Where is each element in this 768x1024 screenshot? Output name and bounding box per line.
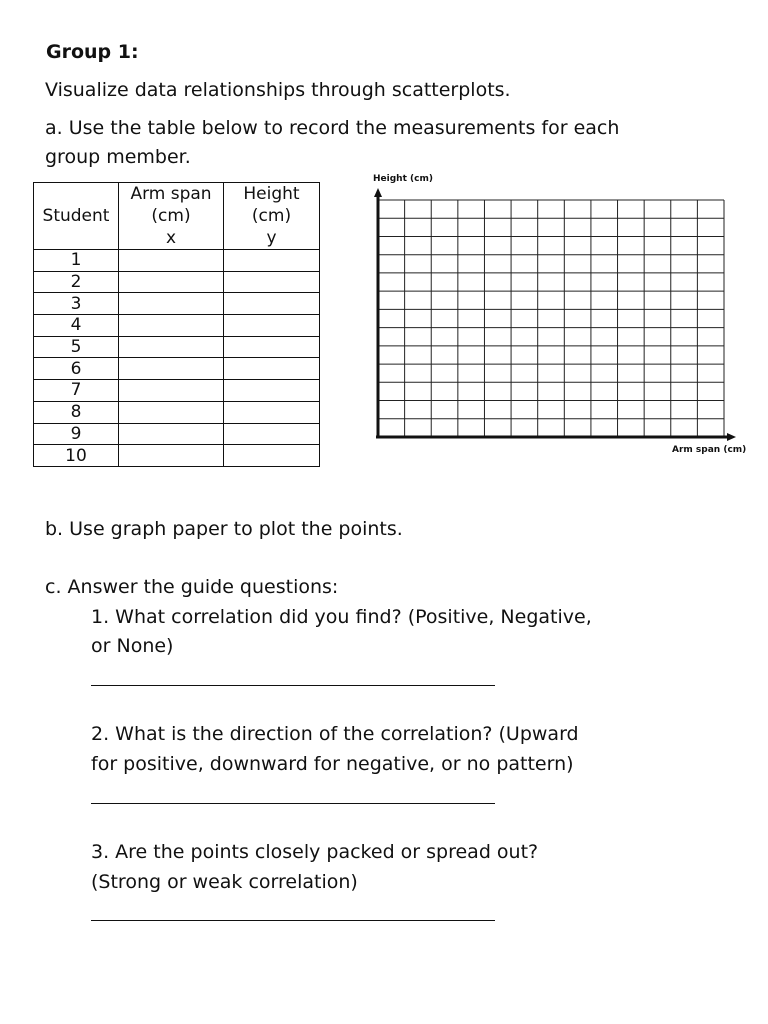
height-cell[interactable] [224,445,320,467]
graph-paper [368,186,740,446]
arm-span-cell[interactable] [119,271,224,293]
question-2-line-1: 2. What is the direction of the correlation? (Upward [91,723,579,745]
student-number-cell: 4 [34,315,119,337]
header-line: Arm span [130,184,212,204]
group-heading: Group 1: [46,41,139,63]
header-line: Height [243,184,300,204]
table-row [34,423,320,445]
height-cell[interactable] [224,315,320,337]
question-2-line-2: for positive, downward for negative, or no pattern) [91,753,574,775]
arm-span-cell[interactable] [119,336,224,358]
student-number-cell: 8 [34,401,119,423]
student-number-cell: 6 [34,358,119,380]
table-row [34,293,320,315]
arm-span-cell[interactable] [119,293,224,315]
grid-lines [378,200,724,437]
question-1-line-1: 1. What correlation did you find? (Positive, Negative, [91,606,592,628]
height-cell[interactable] [224,423,320,445]
part-b-text: b. Use graph paper to plot the points. [45,518,403,540]
header-line: Student [42,206,110,226]
arm-span-cell[interactable] [119,423,224,445]
student-number-cell: 1 [34,250,119,272]
header-arm-span [119,183,224,250]
arm-span-cell[interactable] [119,445,224,467]
part-a-line-1: a. Use the table below to record the measurements for each [45,117,620,139]
header-line: (cm) [251,206,292,226]
table-row [34,358,320,380]
table-row [34,380,320,402]
table-header-row [34,183,320,250]
student-number-cell: 9 [34,423,119,445]
table-row [34,336,320,358]
arm-span-cell[interactable] [119,380,224,402]
table-row [34,401,320,423]
height-cell[interactable] [224,401,320,423]
student-number-cell: 2 [34,271,119,293]
height-cell[interactable] [224,336,320,358]
header-line: (cm) [151,206,191,226]
table-row [34,250,320,272]
height-cell[interactable] [224,358,320,380]
arm-span-cell[interactable] [119,315,224,337]
height-cell[interactable] [224,250,320,272]
part-a-line-2: group member. [45,146,191,168]
table-row [34,445,320,467]
question-1-line-2: or None) [91,635,174,657]
table-row [34,315,320,337]
y-axis-label: Height (cm) [373,174,433,184]
question-3-line-2: (Strong or weak correlation) [91,871,358,893]
header-height [224,183,320,250]
intro-text: Visualize data relationships through scatterplots. [45,79,511,101]
height-cell[interactable] [224,293,320,315]
header-student [34,183,119,250]
answer-line-1[interactable] [91,685,495,686]
y-axis-arrow [374,188,382,197]
x-axis-label: Arm span (cm) [672,445,747,455]
student-number-cell: 5 [34,336,119,358]
height-cell[interactable] [224,271,320,293]
answer-line-3[interactable] [91,920,495,921]
student-number-cell: 7 [34,380,119,402]
height-cell[interactable] [224,380,320,402]
table-row [34,271,320,293]
x-axis-arrow [727,433,736,441]
answer-line-2[interactable] [91,803,495,804]
student-number-cell: 3 [34,293,119,315]
header-line: x [165,228,177,248]
arm-span-cell[interactable] [119,401,224,423]
arm-span-cell[interactable] [119,358,224,380]
measurement-table [33,182,320,467]
student-number-cell: 10 [34,445,119,467]
arm-span-cell[interactable] [119,250,224,272]
question-3-line-1: 3. Are the points closely packed or spread out? [91,841,539,863]
header-line: y [266,228,277,248]
part-c-text: c. Answer the guide questions: [45,576,339,598]
